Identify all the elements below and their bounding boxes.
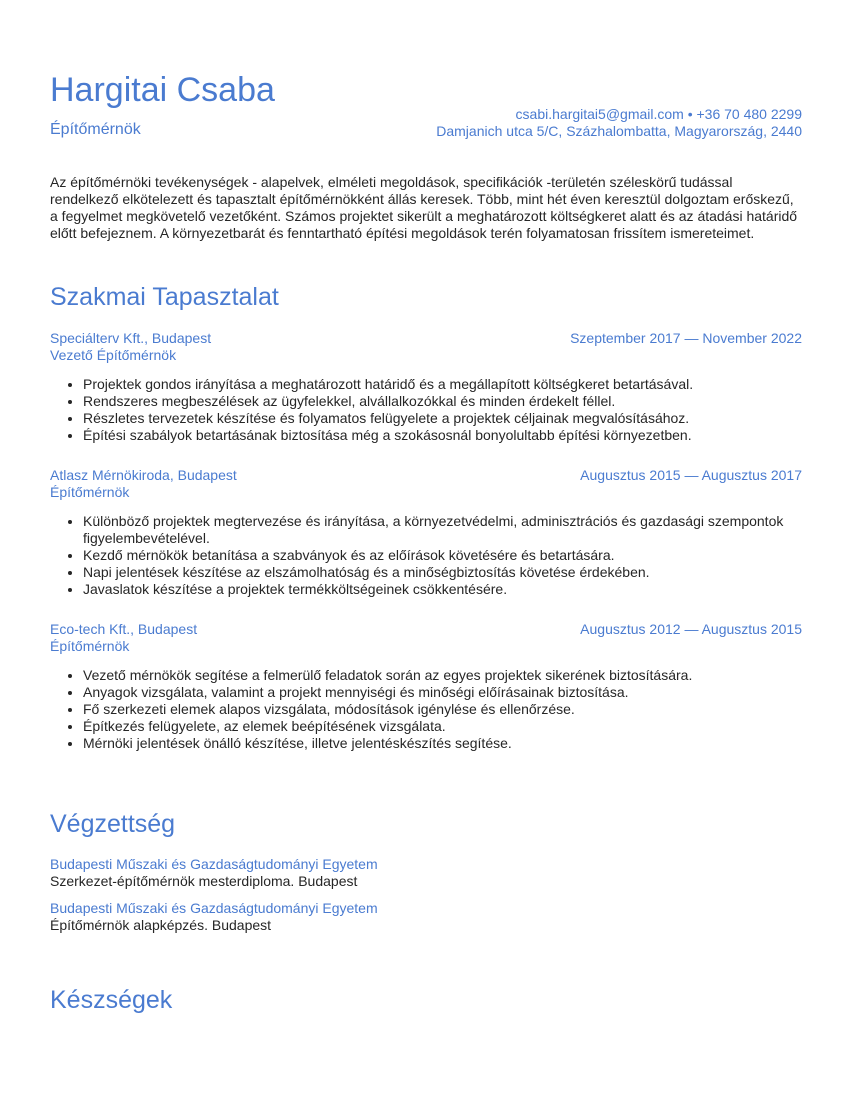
professional-summary: Az építőmérnöki tevékenységek - alapelvek, elméleti megoldások, specifikációk -területén széleskörű tudással rendelkező elkötelezett és tapasztalt építőmérnökként állás keresek. Több, mint hét éven keresztül dolgoztam erőskezű, a fegyelmet megkövetelő vezetőként. Számos projektet sikerült a meghatározott költségkeret alatt és az átadási határidő előtt befejeznem. A környezetbarát és fenntartható építési megoldások terén folyamatosan frissítem ismereteimet. [50,174,798,241]
education-school: Budapesti Műszaki és Gazdaságtudományi Egyetem [50,900,378,916]
job-entry [50,467,802,598]
job-bullet: • Különböző projektek megtervezése és irányítása, a környezetvédelmi, adminisztrációs és gazdasági szempontok figyelembevételével. [83,513,802,547]
job-bullet: • Javaslatok készítése a projektek termékköltségeinek csökkentésére. [83,581,802,598]
job-bullet: • Építkezés felügyelete, az elemek beépítésének vizsgálata. [83,718,802,735]
job-bullet: • Vezető mérnökök segítése a felmerülő feladatok során az egyes projektek sikerének biztosítására. [83,667,802,684]
job-company: Eco-tech Kft., Budapest [50,621,198,637]
education-section-title: Végzettség [50,810,176,838]
job-company: Atlasz Mérnökiroda, Budapest [50,467,237,483]
contact-block [436,106,802,140]
education-school: Budapesti Műszaki és Gazdaságtudományi Egyetem [50,856,378,872]
education-entry [50,900,802,934]
candidate-role: Építőmérnök [50,121,141,138]
job-bullet: • Fő szerkezeti elemek alapos vizsgálata, módosítások igénylése és ellenőrzése. [83,701,802,718]
job-position: Vezető Építőmérnök [50,347,177,363]
job-bullet: • Kezdő mérnökök betanítása a szabványok és az előírások követésére és betartására. [83,547,802,564]
job-responsibilities [50,513,802,598]
skills-section-title: Készségek [50,986,173,1014]
job-position: Építőmérnök [50,484,130,500]
job-bullet: • Anyagok vizsgálata, valamint a projekt mennyiségi és minőségi előírásainak biztosítása. [83,684,802,701]
education-degree: Szerkezet-építőmérnök mesterdiploma. Budapest [50,873,358,889]
job-responsibilities [50,376,802,444]
job-bullet: • Rendszeres megbeszélések az ügyfelekkel, alvállalkozókkal és minden érdekelt féllel. [83,393,802,410]
job-bullet: • Projektek gondos irányítása a meghatározott határidő és a megállapított költségkeret betartásával. [83,376,802,393]
education-degree: Építőmérnök alapképzés. Budapest [50,917,272,933]
job-bullet: • Mérnöki jelentések önálló készítése, illetve jelentéskészítés segítése. [83,735,802,752]
address-line: Damjanich utca 5/C, Százhalombatta, Magyarország, 2440 [436,123,802,139]
education-entry [50,856,802,890]
job-entry [50,330,802,444]
job-company: Speciálterv Kft., Budapest [50,330,212,346]
job-responsibilities [50,667,802,752]
experience-section-title: Szakmai Tapasztalat [50,283,279,311]
contact-line[interactable]: csabi.hargitai5@gmail.com • +36 70 480 2299 [515,106,802,122]
candidate-name: Hargitai Csaba [50,71,275,109]
job-dates: Augusztus 2012 — Augusztus 2015 [580,621,802,637]
job-bullet: • Napi jelentések készítése az elszámolhatóság és a minőségbiztosítás követése érdekében. [83,564,802,581]
job-bullet: • Építési szabályok betartásának biztosítása még a szokásosnál bonyolultabb építési környezetben. [83,427,802,444]
job-dates: Augusztus 2015 — Augusztus 2017 [580,467,802,483]
job-dates: Szeptember 2017 — November 2022 [570,330,802,346]
job-entry [50,621,802,752]
job-bullet: • Részletes tervezetek készítése és folyamatos felügyelete a projektek céljainak megvalósításához. [83,410,802,427]
job-position: Építőmérnök [50,638,130,654]
